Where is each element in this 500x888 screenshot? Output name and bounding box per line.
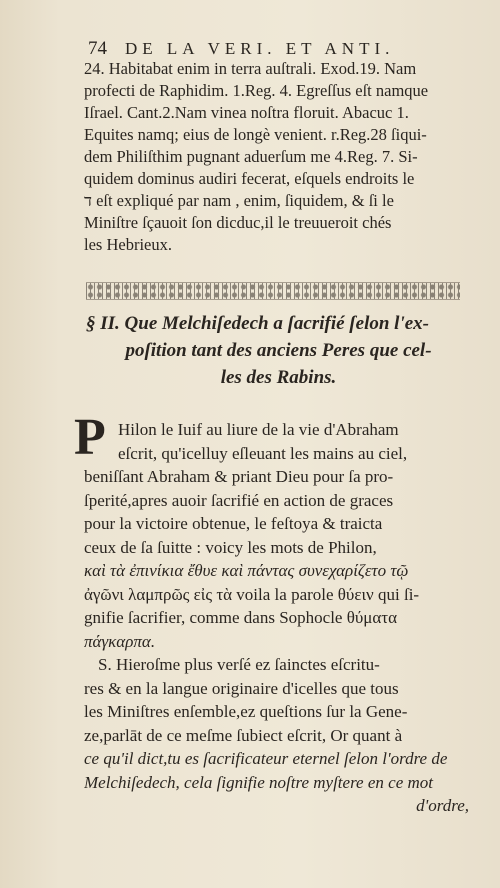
text-line: ceux de ſa ſuitte : voicy les mots de Philon, <box>84 537 377 557</box>
section-heading <box>86 310 471 391</box>
text-line: quidem dominus audiri fecerat, eſquels endroits le <box>84 169 415 188</box>
text-line: ze,parlāt de ce meſme ſubiect eſcrit, Or quant à <box>84 725 403 745</box>
text-line: Equites namq; eius de longè venient. r.Reg.28 ſiqui- <box>84 125 427 144</box>
text-line: pour la victoire obtenue, le feſtoya & traicta <box>84 514 383 533</box>
text-line: ἀγῶνι λαμπρῶς εἰς τὰ voila la parole θύειν qui ſi- <box>84 584 420 604</box>
text-line: les Miniſtres enſemble,ez queſtions ſur la Gene- <box>84 702 408 721</box>
text-line: S. Hieroſme plus verſé ez ſainctes eſcritu- <box>98 655 380 674</box>
text-line: ce qu'il dict,tu es ſacrificateur eternel ſelon l'ordre de <box>84 749 448 768</box>
text-line: d'ordre, <box>416 796 469 815</box>
running-head: DE LA VERI. ET ANTI. <box>125 39 395 58</box>
text-line: gnifie ſacrifier, comme dans Sophocle θύματα <box>84 608 398 627</box>
heading-line: les des Rabins. <box>220 367 337 388</box>
page-header <box>88 38 468 60</box>
text-line: ד eſt expliqué par nam , enim, ſiquidem, & ſi le <box>84 191 394 210</box>
text-line: Miniſtre ſçauoit ſon dicduc,il le treuueroit chés <box>84 213 392 232</box>
text-line: res & en la langue originaire d'icelles que tous <box>84 678 399 698</box>
drop-cap: P <box>74 409 106 466</box>
text-line: 24. Habitabat enim in terra auſtrali. Exod.19. Nam <box>84 59 417 78</box>
text-line: profecti de Raphidim. 1.Reg. 4. Egreſſus eſt namque <box>84 81 429 100</box>
ornamental-band <box>86 282 460 300</box>
text-line: dem Philiſthim pugnant aduerſum me 4.Reg. 7. Si- <box>84 147 418 166</box>
text-line: Melchiſedech, cela ſignifie noſtre myſtere en ce mot <box>84 772 433 792</box>
heading-line: § II. Que Melchiſedech a ſacrifié ſelon l'ex- <box>86 313 429 334</box>
top-paragraph <box>84 58 469 256</box>
greek-line: καὶ τὰ ἐπινίκια ἔθυε καὶ πάντας συνεχαρίζετο τῷ <box>84 561 409 580</box>
text-line: Iſrael. Cant.2.Nam vinea noſtra floruit. Abacuc 1. <box>84 103 409 122</box>
text-line: ſperité,apres auoir ſacrifié en action de graces <box>84 490 394 510</box>
text-line: beniſſant Abraham & priant Dieu pour ſa pro- <box>84 467 394 486</box>
heading-line: poſition tant des anciens Peres que cel- <box>125 340 432 361</box>
greek-line: πάγκαρπα. <box>84 631 156 651</box>
page-number: 74 <box>88 38 107 59</box>
text-line: les Hebrieux. <box>84 235 172 254</box>
body-paragraphs <box>74 409 469 818</box>
text-line: Hilon le Iuif au liure de la vie d'Abraham <box>118 420 399 439</box>
text-line: eſcrit, qu'icelluy eſleuant les mains au ciel, <box>118 443 408 463</box>
